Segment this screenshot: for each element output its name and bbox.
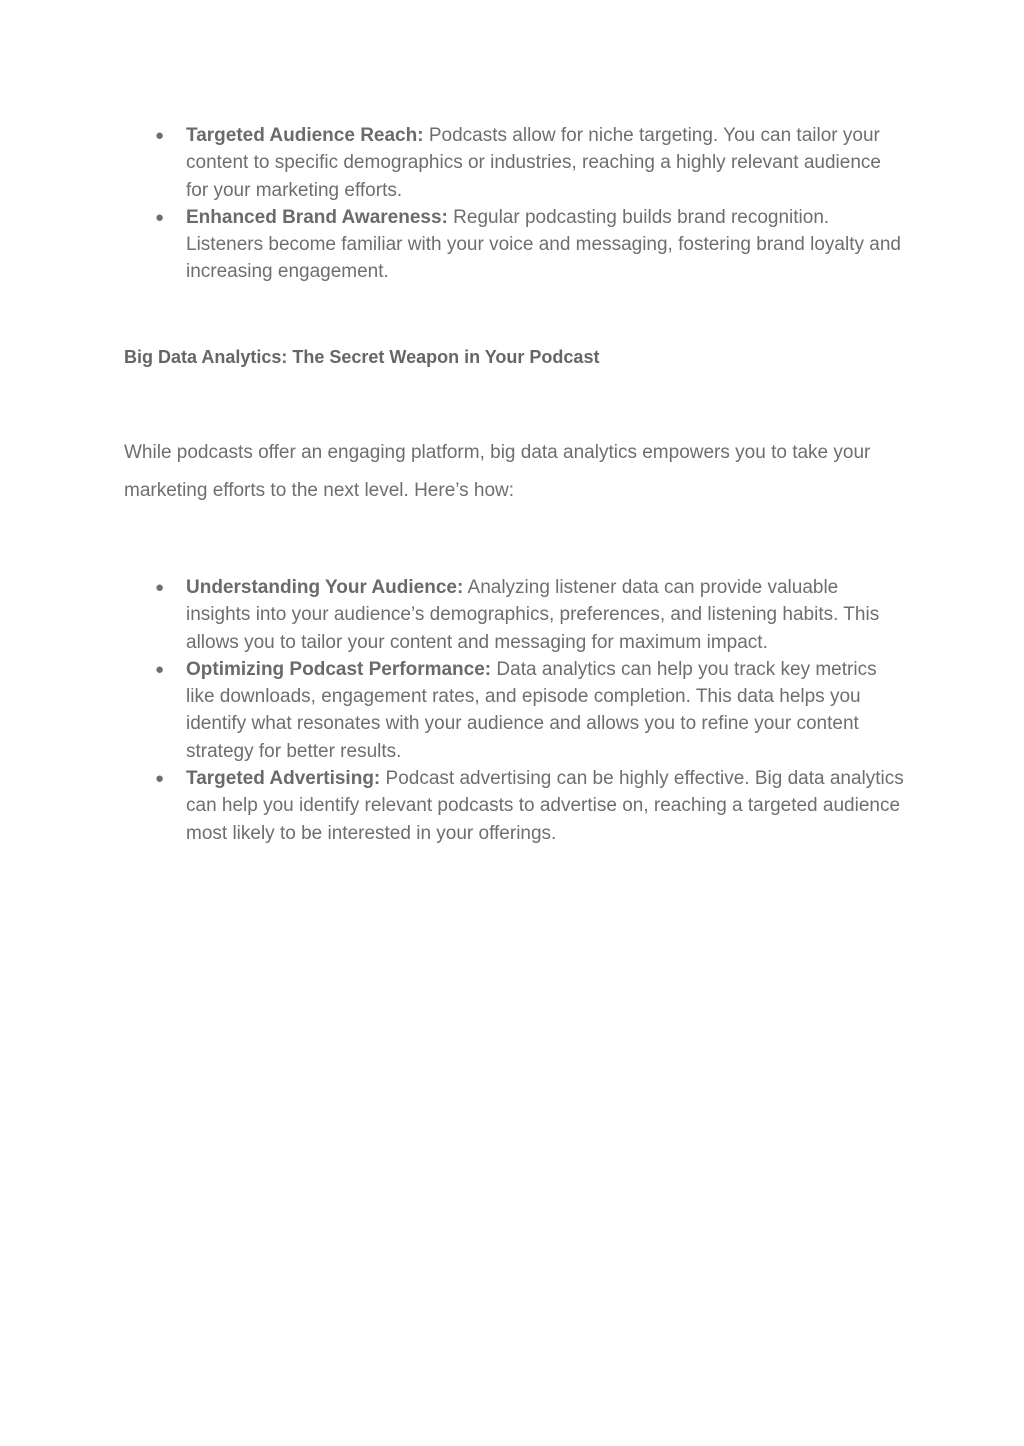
list-item: [124, 574, 904, 656]
item-text: Podcast advertising can be highly effective. Big data analytics can help you identify relevant podcasts to advertise on, reaching a targeted audience most likely to be interested in your offerings.: [186, 768, 904, 844]
item-term: Targeted Advertising:: [186, 768, 381, 790]
bullet-icon: ●: [155, 127, 165, 144]
item-text: Data analytics can help you track key metrics like downloads, engagement rates, and episode completion. This data helps you identify what resonates with your audience and allows you to refine your content strategy for better results.: [186, 658, 877, 762]
list-item: [124, 122, 904, 204]
item-term: Understanding Your Audience:: [186, 577, 464, 598]
item-term: Enhanced Brand Awareness:: [186, 206, 448, 228]
item-text: Analyzing listener data can provide valuable insights into your audience’s demographics, preferences, and listening habits. This allows you to tailor your content and messaging for maximum impact.: [186, 577, 880, 653]
list-item: [124, 204, 904, 286]
bullet-icon: ●: [155, 208, 165, 226]
item-term: Targeted Audience Reach:: [186, 125, 424, 146]
bullet-icon: ●: [155, 770, 165, 788]
item-text: Podcasts allow for niche targeting. You can tailor your content to specific demographics or industries, reaching a highly relevant audience for your marketing efforts.: [186, 125, 881, 201]
list-item: [124, 656, 904, 765]
list-item: [124, 765, 904, 847]
section-heading: Big Data Analytics: The Secret Weapon in Your Podcast: [124, 347, 600, 367]
bullet-icon: ●: [155, 579, 165, 596]
benefits-list: [124, 122, 904, 286]
intro-paragraph: While podcasts offer an engaging platform, big data analytics empowers you to take your marketing efforts to the next level. Here’s how:: [124, 442, 871, 501]
analytics-list: [124, 574, 904, 847]
item-text: Regular podcasting builds brand recognition. Listeners become familiar with your voice and messaging, fostering brand loyalty and increasing engagement.: [186, 206, 901, 283]
bullet-icon: ●: [155, 660, 165, 678]
item-term: Optimizing Podcast Performance:: [186, 658, 492, 680]
